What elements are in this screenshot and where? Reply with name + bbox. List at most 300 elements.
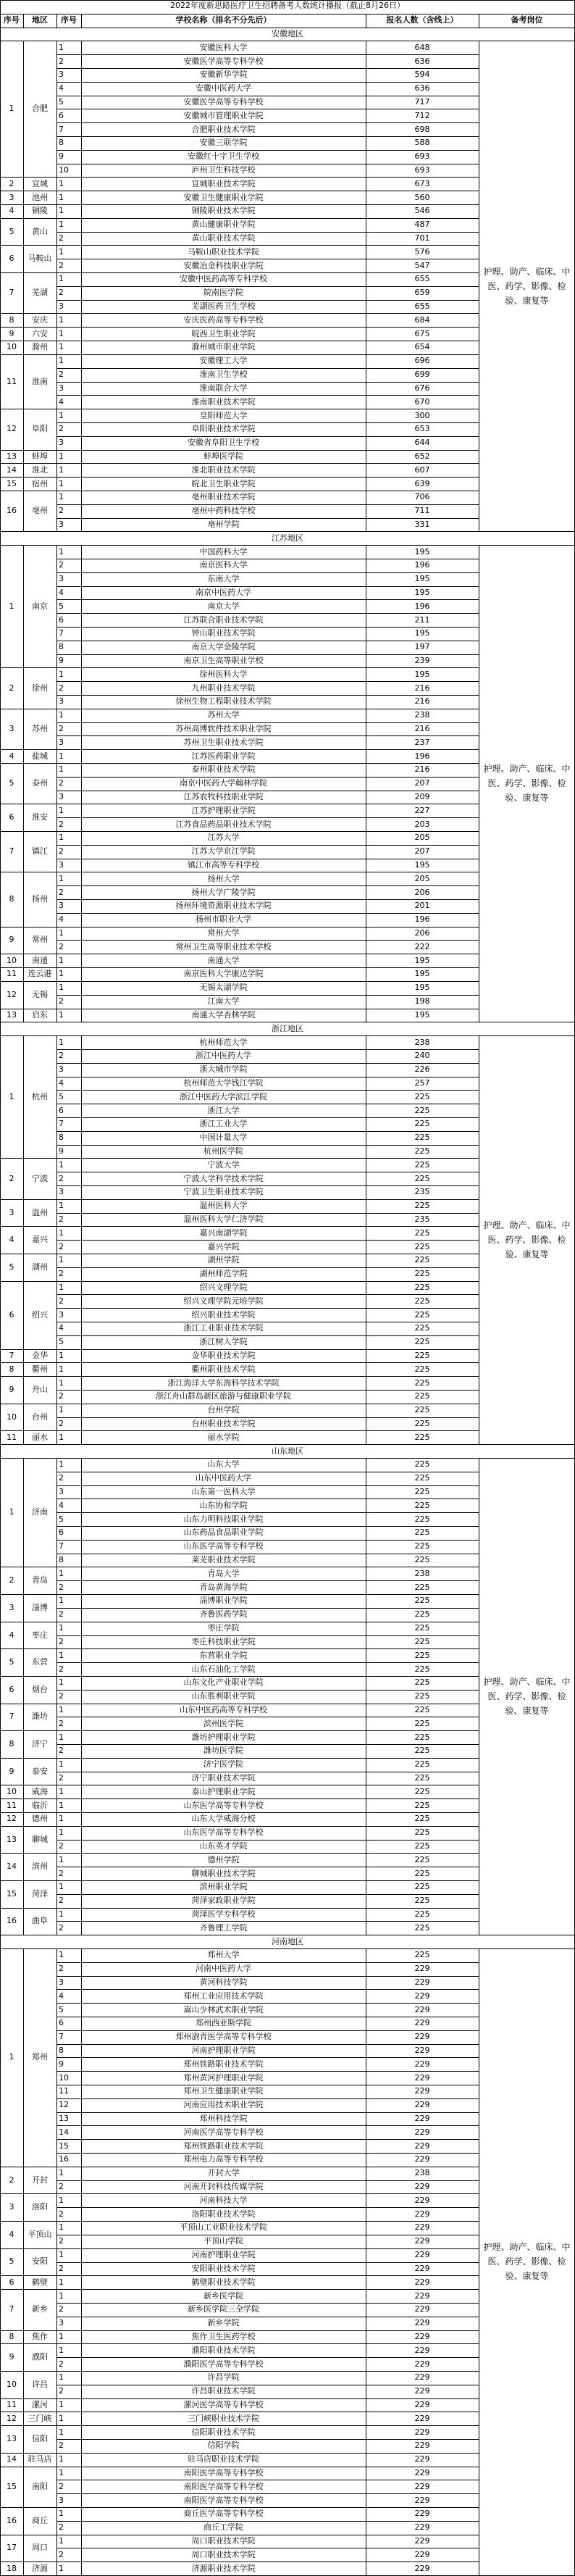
school-index: 1 [59,464,64,475]
school-name: 洛阳职业技术学院 [191,2209,256,2219]
school-index: 9 [59,1146,64,1156]
enrollment-count: 699 [414,370,430,380]
school-name: 三门峡职业技术学院 [188,2413,259,2423]
position-text: 护理、助产、临床、中医、药学、影像、检验、康复等 [483,1677,571,1717]
area-name: 常州 [32,935,48,945]
school-index: 1 [59,955,64,965]
enrollment-count: 229 [414,2467,430,2477]
school-index: 15 [59,2141,69,2151]
area-seq: 7 [9,1351,14,1360]
area-seq: 4 [9,1235,14,1245]
school-name: 苏州大学 [207,710,240,720]
enrollment-count: 205 [414,873,430,883]
area-seq: 1 [9,2052,14,2062]
school-index: 1 [59,928,64,938]
area-name: 威海 [32,1786,48,1796]
row-divider [0,0,575,1]
school-index: 1 [59,2509,64,2519]
enrollment-count: 225 [414,1609,430,1620]
school-index: 1 [59,2195,64,2205]
school-name: 商丘工学院 [203,2522,243,2533]
area-seq: 13 [7,1009,17,1020]
area-name: 枣庄 [32,1630,48,1640]
enrollment-count: 225 [414,1269,430,1279]
area-name: 菏泽 [32,1888,48,1898]
school-name: 淮南职业技术学院 [191,396,256,407]
enrollment-count: 225 [414,1555,430,1565]
enrollment-count: 225 [414,1364,430,1374]
enrollment-count: 229 [414,2535,430,2546]
school-name: 亳州职业技术学院 [191,492,256,502]
school-name: 蚌埠医学院 [203,451,243,461]
enrollment-count: 225 [414,1882,430,1892]
school-name: 绍兴职业技术学院 [191,1309,256,1320]
school-index: 5 [59,601,64,611]
enrollment-count: 229 [414,2413,430,2423]
enrollment-count: 225 [414,1527,430,1538]
school-index: 2 [59,1636,64,1646]
school-name: 徐州医科大学 [199,669,248,679]
school-index: 12 [59,2100,69,2110]
enrollment-count: 229 [414,2004,430,2014]
school-index: 1 [59,1201,64,1211]
school-index: 6 [59,2018,64,2028]
enrollment-count: 225 [414,1950,430,1960]
area-seq: 1 [9,104,14,114]
school-index: 8 [59,2046,64,2056]
school-index: 16 [59,2154,69,2164]
school-name: 漯河医学高等专科学校 [183,2399,264,2409]
school-name: 山东医学高等专科学校 [183,1800,264,1810]
school-name: 山东大学 [207,1459,240,1470]
school-name: 齐鲁医药学院 [199,1609,248,1620]
column-divider [56,1035,57,1444]
school-index: 2 [59,2359,64,2369]
area-name: 济源 [32,2563,48,2573]
school-index: 2 [59,260,64,270]
school-name: 江苏农牧科技职业学院 [183,792,264,802]
area-name: 连云港 [28,969,52,979]
school-index: 3 [59,901,64,911]
enrollment-count: 225 [414,1922,430,1933]
school-name: 江苏护理职业学院 [191,805,256,815]
area-name: 许昌 [32,2379,48,2389]
enrollment-count: 229 [414,2032,430,2042]
enrollment-count: 225 [414,1473,430,1483]
enrollment-count: 203 [414,819,430,829]
school-name: 郑州铁路职业技术学院 [183,2059,264,2069]
area-seq: 10 [7,1412,17,1422]
enrollment-count: 226 [414,1064,430,1075]
school-name: 皖南医学院 [203,288,243,298]
enrollment-count: 229 [414,2195,430,2205]
school-index: 1 [59,1377,64,1388]
school-index: 2 [59,887,64,897]
area-name: 铜陵 [32,206,48,216]
school-index: 4 [59,914,64,925]
area-seq: 16 [7,2515,17,2525]
school-index: 7 [59,628,64,638]
area-name: 宁波 [32,1173,48,1183]
school-name: 河南中医药大学 [196,1964,251,1974]
area-name: 苏州 [32,724,48,734]
enrollment-count: 229 [414,1977,430,1987]
school-name: 安徽新华学院 [199,70,248,80]
school-name: 杭州医学院 [203,1146,243,1156]
enrollment-count: 225 [414,1119,430,1129]
school-index: 2 [59,1964,64,1974]
enrollment-count: 216 [414,683,430,693]
school-index: 1 [59,192,64,202]
school-index: 1 [59,1159,64,1170]
enrollment-count: 229 [414,2018,430,2028]
area-name: 绍兴 [32,1309,48,1320]
enrollment-count: 717 [414,97,430,107]
area-name: 宿州 [32,478,48,488]
school-index: 1 [59,1227,64,1238]
enrollment-count: 207 [414,846,430,856]
enrollment-count: 225 [414,1786,430,1796]
school-index: 1 [59,178,64,188]
school-name: 宁波大学 [207,1159,240,1170]
school-index: 1 [59,2222,64,2233]
school-name: 山东英才学院 [199,1841,248,1851]
column-divider [56,1948,57,2575]
school-name: 浙江工业职业技术学院 [183,1323,264,1333]
enrollment-count: 229 [414,2509,430,2519]
enrollment-count: 225 [414,1173,430,1183]
school-name: 马鞍山职业技术学院 [188,246,259,257]
enrollment-count: 196 [414,560,430,570]
school-name: 莱芜职业技术学院 [191,1555,256,1565]
column-divider [81,41,82,531]
school-name: 郑州黄河护理职业学院 [183,2072,264,2083]
school-index: 1 [59,2399,64,2409]
area-name: 临沂 [32,1800,48,1810]
school-index: 2 [59,846,64,856]
enrollment-count: 487 [414,220,430,230]
enrollment-count: 216 [414,696,430,706]
school-index: 1 [59,1800,64,1810]
school-name: 常州大学 [207,928,240,938]
school-name: 淄博职业学院 [199,1596,248,1606]
enrollment-count: 644 [414,438,430,448]
area-name: 洛阳 [32,2202,48,2212]
school-name: 浙江树人学院 [199,1337,248,1347]
enrollment-count: 229 [414,2127,430,2137]
school-name: 南阳医学高等专科学校 [183,2495,264,2505]
school-name: 无锡太湖学院 [199,983,248,993]
enrollment-count: 652 [414,451,430,461]
area-seq: 8 [9,894,14,904]
column-divider [23,1035,24,1444]
enrollment-count: 216 [414,764,430,775]
enrollment-count: 195 [414,546,430,557]
enrollment-count: 229 [414,2495,430,2505]
school-name: 苏州高博软件技术职业学院 [175,724,272,733]
area-name: 马鞍山 [28,254,52,264]
enrollment-count: 576 [414,246,430,257]
area-name: 湖州 [32,1262,48,1272]
school-index: 1 [59,969,64,979]
enrollment-count: 222 [414,941,430,951]
school-index: 4 [59,1500,64,1510]
school-index: 1 [59,478,64,488]
area-seq: 7 [9,288,14,298]
school-index: 1 [59,1814,64,1824]
enrollment-count: 594 [414,70,430,80]
school-index: 1 [59,1786,64,1796]
school-index: 13 [59,2114,69,2124]
enrollment-count: 225 [414,1159,430,1170]
school-name: 嘉兴南湖学院 [199,1227,248,1238]
school-name: 山东石油化工学院 [191,1664,256,1674]
school-name: 安徽理工大学 [199,356,248,366]
area-seq: 9 [9,935,14,945]
column-divider [23,1458,24,1935]
school-index: 1 [59,2563,64,2573]
school-name: 湖州师范学院 [199,1269,248,1279]
area-seq: 6 [9,812,14,822]
enrollment-count: 229 [414,2059,430,2069]
school-index: 2 [59,1419,64,1429]
school-index: 1 [59,274,64,284]
school-name: 皖北卫生职业学院 [191,478,256,488]
enrollment-count: 229 [414,2399,430,2409]
school-index: 1 [59,710,64,720]
school-name: 南京中医药大学 [196,587,251,597]
area-seq: 7 [9,2304,14,2314]
school-index: 2 [59,1746,64,1756]
header-position: 备考岗位 [511,15,543,25]
school-index: 1 [59,246,64,257]
area-name: 三门峡 [28,2413,52,2423]
area-seq: 8 [9,1364,14,1374]
school-name: 南通大学 [207,955,240,965]
school-name: 镇江市高等专科学校 [188,860,259,870]
region-title: 浙江地区 [272,1023,303,1033]
school-name: 浙江工业大学 [199,1119,248,1129]
school-name: 宁波大学科学技术学院 [183,1173,264,1183]
school-index: 2 [59,1664,64,1674]
school-index: 2 [59,233,64,243]
area-name: 淮北 [32,464,48,475]
enrollment-count: 225 [414,1909,430,1919]
header-school: 学校名称（排名不分先后） [175,15,272,25]
area-name: 德州 [32,1814,48,1824]
school-index: 2 [59,724,64,733]
school-index: 2 [59,424,64,434]
enrollment-count: 229 [414,2209,430,2219]
column-divider [23,545,24,1022]
school-index: 2 [59,1868,64,1878]
enrollment-count: 639 [414,478,430,488]
school-index: 5 [59,97,64,107]
school-index: 1 [59,220,64,230]
area-seq: 3 [9,1207,14,1217]
school-index: 1 [59,2331,64,2341]
enrollment-count: 229 [414,2141,430,2151]
school-index: 1 [59,1432,64,1442]
school-name: 嘉兴学院 [207,1241,240,1251]
school-name: 山东药品食品职业学院 [183,1527,264,1538]
area-name: 淄博 [32,1602,48,1612]
school-index: 10 [59,2072,69,2083]
school-name: 扬州环境资源职业技术学院 [175,901,272,911]
enrollment-count: 225 [414,1133,430,1143]
area-seq: 9 [9,328,14,338]
enrollment-count: 229 [414,2154,430,2164]
enrollment-count: 211 [414,614,430,625]
school-index: 3 [59,737,64,747]
area-seq: 5 [9,2256,14,2267]
area-seq: 2 [9,1173,14,1183]
area-name: 周口 [32,2543,48,2553]
school-name: 安徽省阜阳卫生学校 [188,438,259,448]
school-index: 1 [59,1650,64,1660]
school-name: 河南应用技术职业学院 [183,2100,264,2110]
area-name: 南阳 [32,2481,48,2491]
school-index: 2 [59,2481,64,2491]
school-name: 浙江中医药大学 [196,1051,251,1061]
school-name: 枣庄学院 [207,1623,240,1633]
school-name: 潍坊护理职业学院 [191,1732,256,1742]
school-index: 1 [59,983,64,993]
school-name: 河南护理职业学院 [191,2046,256,2056]
school-name: 山东中医药大学 [196,1473,251,1483]
school-name: 平顶山工业职业技术学院 [180,2222,267,2233]
school-name: 聊城职业技术学院 [191,1868,256,1878]
enrollment-count: 195 [414,574,430,584]
area-name: 盐城 [32,751,48,761]
school-index: 5 [59,2004,64,2014]
school-name: 扬州大学 [207,873,240,883]
school-name: 德州学院 [207,1854,240,1864]
school-index: 1 [59,1405,64,1415]
school-name: 郑州科技学院 [199,2114,248,2124]
enrollment-count: 229 [414,2291,430,2301]
area-seq: 1 [9,601,14,611]
school-name: 信阳学院 [207,2440,240,2451]
school-index: 1 [59,1909,64,1919]
column-divider [81,1948,82,2575]
school-name: 驻马店职业技术学院 [188,2454,259,2464]
enrollment-count: 225 [414,1201,430,1211]
enrollment-count: 636 [414,56,430,66]
enrollment-count: 229 [414,2440,430,2451]
area-seq: 4 [9,1630,14,1640]
school-index: 1 [59,1596,64,1606]
area-name: 濮阳 [32,2352,48,2362]
school-name: 齐鲁理工学院 [199,1922,248,1933]
region-title: 江苏地区 [272,533,303,543]
area-name: 烟台 [32,1684,48,1694]
school-name: 江苏联合职业技术学院 [183,614,264,625]
school-name: 山东协和学院 [199,1500,248,1510]
area-seq: 8 [9,314,14,325]
school-name: 亳州中药科技学校 [191,506,256,516]
area-name: 郑州 [32,2052,48,2062]
enrollment-count: 698 [414,124,430,134]
enrollment-count: 229 [414,2318,430,2328]
column-divider [56,41,57,531]
school-name: 安徽中医药高等专科学校 [180,274,267,284]
school-name: 山东医学高等专科学校 [183,1827,264,1838]
school-index: 5 [59,1514,64,1524]
enrollment-count: 225 [414,1337,430,1347]
area-seq: 3 [9,1602,14,1612]
area-seq: 18 [7,2563,17,2573]
school-index: 6 [59,1105,64,1115]
school-index: 1 [59,1037,64,1047]
school-name: 新乡学院 [207,2318,240,2328]
area-name: 衢州 [32,1364,48,1374]
enrollment-count: 229 [414,2277,430,2287]
area-seq: 4 [9,751,14,761]
school-name: 安阳职业技术学院 [191,2263,256,2273]
school-name: 黄山健康职业学院 [191,220,256,230]
school-index: 1 [59,1255,64,1265]
column-divider [23,1948,24,2575]
enrollment-count: 229 [414,2086,430,2096]
school-index: 1 [59,1623,64,1633]
enrollment-count: 225 [414,1255,430,1265]
school-name: 南阳医学高等专科学校 [183,2481,264,2491]
enrollment-count: 225 [414,1227,430,1238]
enrollment-count: 659 [414,288,430,298]
enrollment-count: 235 [414,1187,430,1197]
school-index: 7 [59,2032,64,2042]
school-index: 3 [59,1309,64,1320]
enrollment-count: 225 [414,1704,430,1714]
school-index: 2 [59,1609,64,1620]
school-index: 2 [59,941,64,951]
area-seq: 10 [7,955,17,965]
area-seq: 9 [9,1766,14,1776]
school-index: 1 [59,546,64,557]
enrollment-count: 676 [414,383,430,393]
area-seq: 9 [9,1385,14,1395]
school-name: 温州医科大学仁济学院 [183,1214,264,1224]
school-index: 3 [59,1487,64,1497]
area-name: 泰州 [32,778,48,788]
enrollment-count: 229 [414,2304,430,2314]
school-name: 鹤壁职业技术学院 [191,2277,256,2287]
school-name: 滨州职业学院 [199,1882,248,1892]
school-index: 3 [59,860,64,870]
enrollment-count: 588 [414,138,430,148]
school-index: 2 [59,1241,64,1251]
area-seq: 11 [7,969,17,979]
school-index: 1 [59,492,64,502]
enrollment-count: 225 [414,1772,430,1783]
area-seq: 2 [9,178,14,188]
area-name: 焦作 [32,2331,48,2341]
school-name: 江南大学 [207,996,240,1006]
column-divider [56,545,57,1022]
enrollment-count: 195 [414,587,430,597]
enrollment-count: 257 [414,1077,430,1088]
school-name: 浙江海洋大学东海科学技术学院 [167,1377,280,1388]
enrollment-count: 225 [414,1623,430,1633]
school-index: 6 [59,614,64,625]
enrollment-count: 300 [414,410,430,420]
area-name: 东营 [32,1657,48,1667]
enrollment-count: 229 [414,2182,430,2192]
school-index: 2 [59,1173,64,1183]
enrollment-count: 655 [414,274,430,284]
school-index: 1 [59,328,64,338]
